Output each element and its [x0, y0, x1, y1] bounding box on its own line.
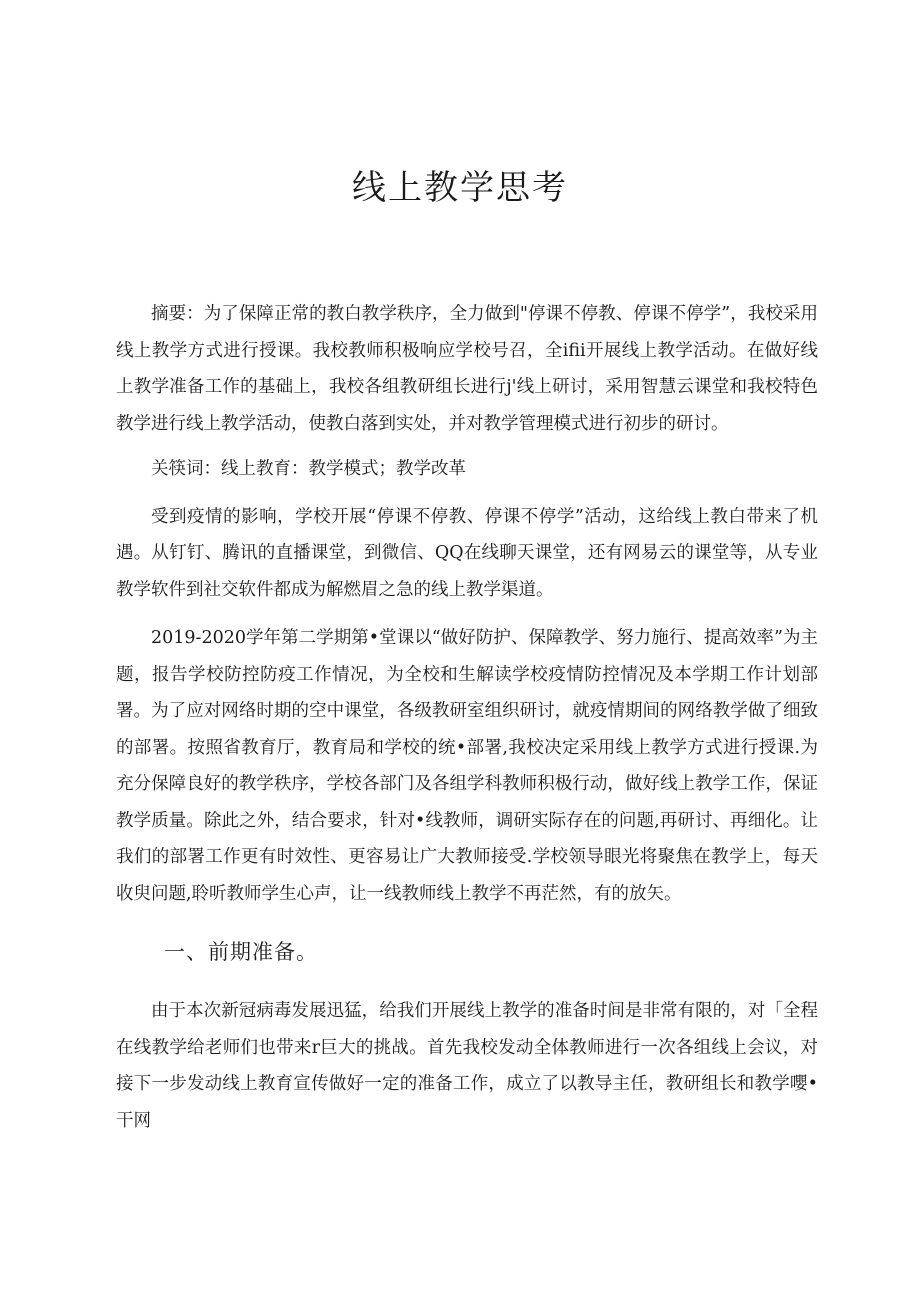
abstract-paragraph: 摘要：为了保障正常的教白教学秩序，全力做到"停课不停教、停课不停学”，我校采用线上教学方式进行授课。我校教师积极响应学校号召，全ifii开展线上教学活动。在做好线上教学准备工作的基础上，我校各组教研组长进行j'线上研讨，采用智慧云课堂和我校特色教学进行线上教学活动，使教白落到实处，并对教学管理模式进行初步的研讨。: [116, 304, 818, 434]
document-title: 线上教学思考: [352, 168, 568, 208]
document-body: [116, 296, 818, 1139]
section-preparation-paragraph: 由于本次新冠病毒发展迅猛，给我们开展线上教学的准备时间是非常有限的，对「全程在线教学给老师们也带来r巨大的挑战。首先我校发动全体教师进行一次各组线上会议，对接下一步发动线上教育宣传做好一定的准备工作，成立了以教导主任，教研组长和教学嚶•干网: [116, 1001, 818, 1131]
keywords-line: 关筷词：线上教育：教学模式；教学改革: [151, 459, 466, 479]
report-paragraph: 2019-2020学年第二学期第•堂课以“做好防护、保障教学、努力施行、提高效率”为主题，报告学校防控防疫工作情况，为全校和生解读学校疫情防控情况及本学期工作计划部署。为了应对网络时期的空中课堂，各级教研室组织研讨，就疫情期间的网络教学做了细致的部署。按照省教育厅，教育局和学校的统•部署,我校决定采用线上教学方式进行授课.为充分保障良好的教学秩序，学校各部门及各组学科教师积极行动，做好线上教学工作，保证教学质量。除此之外，结合要求，针对•线教师，调研实际存在的问题,再研讨、再细化。让我们的部署工作更有时效性、更容易让广大教师接受.学校领导眼光将聚焦在教学上，每天收臾问题,聆听教师学生心声，让一线教师线上教学不再茫然，有的放矢。: [116, 628, 818, 904]
intro-paragraph: 受到疫情的影响，学校开展“停课不停教、停课不停学”活动，这给线上教白带来了机遇。从钉钉、腾讯的直播课堂，到微信、QQ在线聊天课堂，还有网易云的课堂等，从专业教学软件到社交软件都成为解燃眉之急的线上教学渠道。: [116, 506, 818, 600]
section-heading-preparation: 一、前期准备。: [164, 940, 318, 964]
